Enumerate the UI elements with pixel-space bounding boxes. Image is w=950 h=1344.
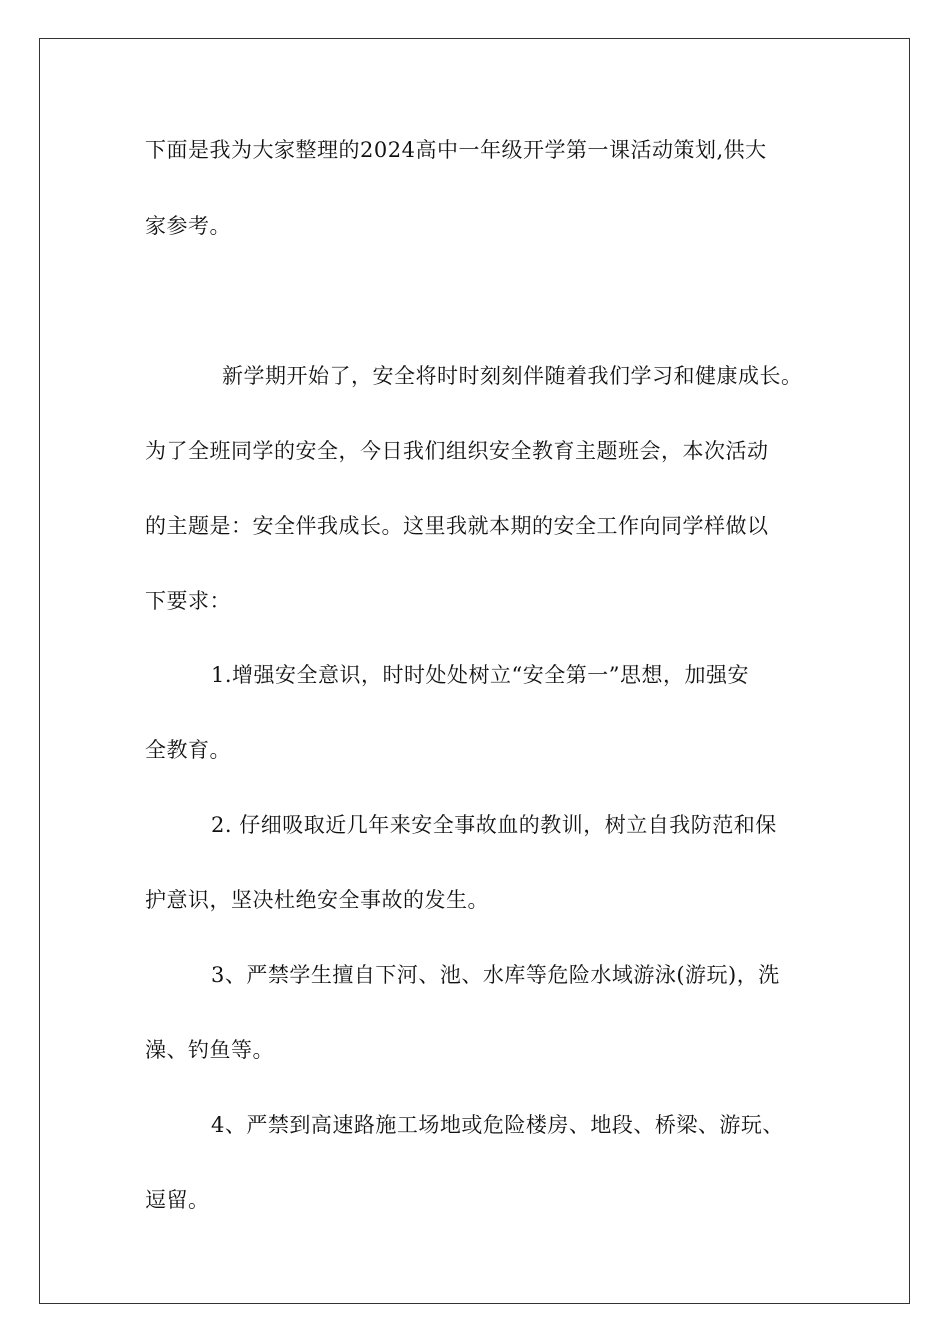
intro-line-2: 家参考。 (145, 214, 231, 238)
intro-line-1: 下面是我为大家整理的2024高中一年级开学第一课活动策划,供大 (145, 138, 767, 162)
list-item-2-line-2: 护意识，坚决杜绝安全事故的发生。 (145, 888, 489, 912)
paragraph-1-line-1: 新学期开始了，安全将时时刻刻伴随着我们学习和健康成长。 (222, 364, 803, 388)
paragraph-1-line-3: 的主题是：安全伴我成长。这里我就本期的安全工作向同学样做以 (145, 514, 769, 538)
list-item-3-line-1: 3、严禁学生擅自下河、池、水库等危险水域游泳(游玩)，洗 (211, 963, 780, 987)
paragraph-1-line-2: 为了全班同学的安全，今日我们组织安全教育主题班会，本次活动 (145, 439, 769, 463)
list-item-1-line-1: 1.增强安全意识，时时处处树立“安全第一”思想，加强安 (211, 663, 750, 687)
list-item-2-line-1: 2. 仔细吸取近几年来安全事故血的教训，树立自我防范和保 (211, 813, 777, 837)
paragraph-1-line-4: 下要求： (145, 589, 231, 613)
list-item-4-line-1: 4、严禁到高速路施工场地或危险楼房、地段、桥梁、游玩、 (211, 1113, 784, 1137)
list-item-4-line-2: 逗留。 (145, 1188, 210, 1212)
list-item-3-line-2: 澡、钓鱼等。 (145, 1038, 274, 1062)
list-item-1-line-2: 全教育。 (145, 738, 231, 762)
